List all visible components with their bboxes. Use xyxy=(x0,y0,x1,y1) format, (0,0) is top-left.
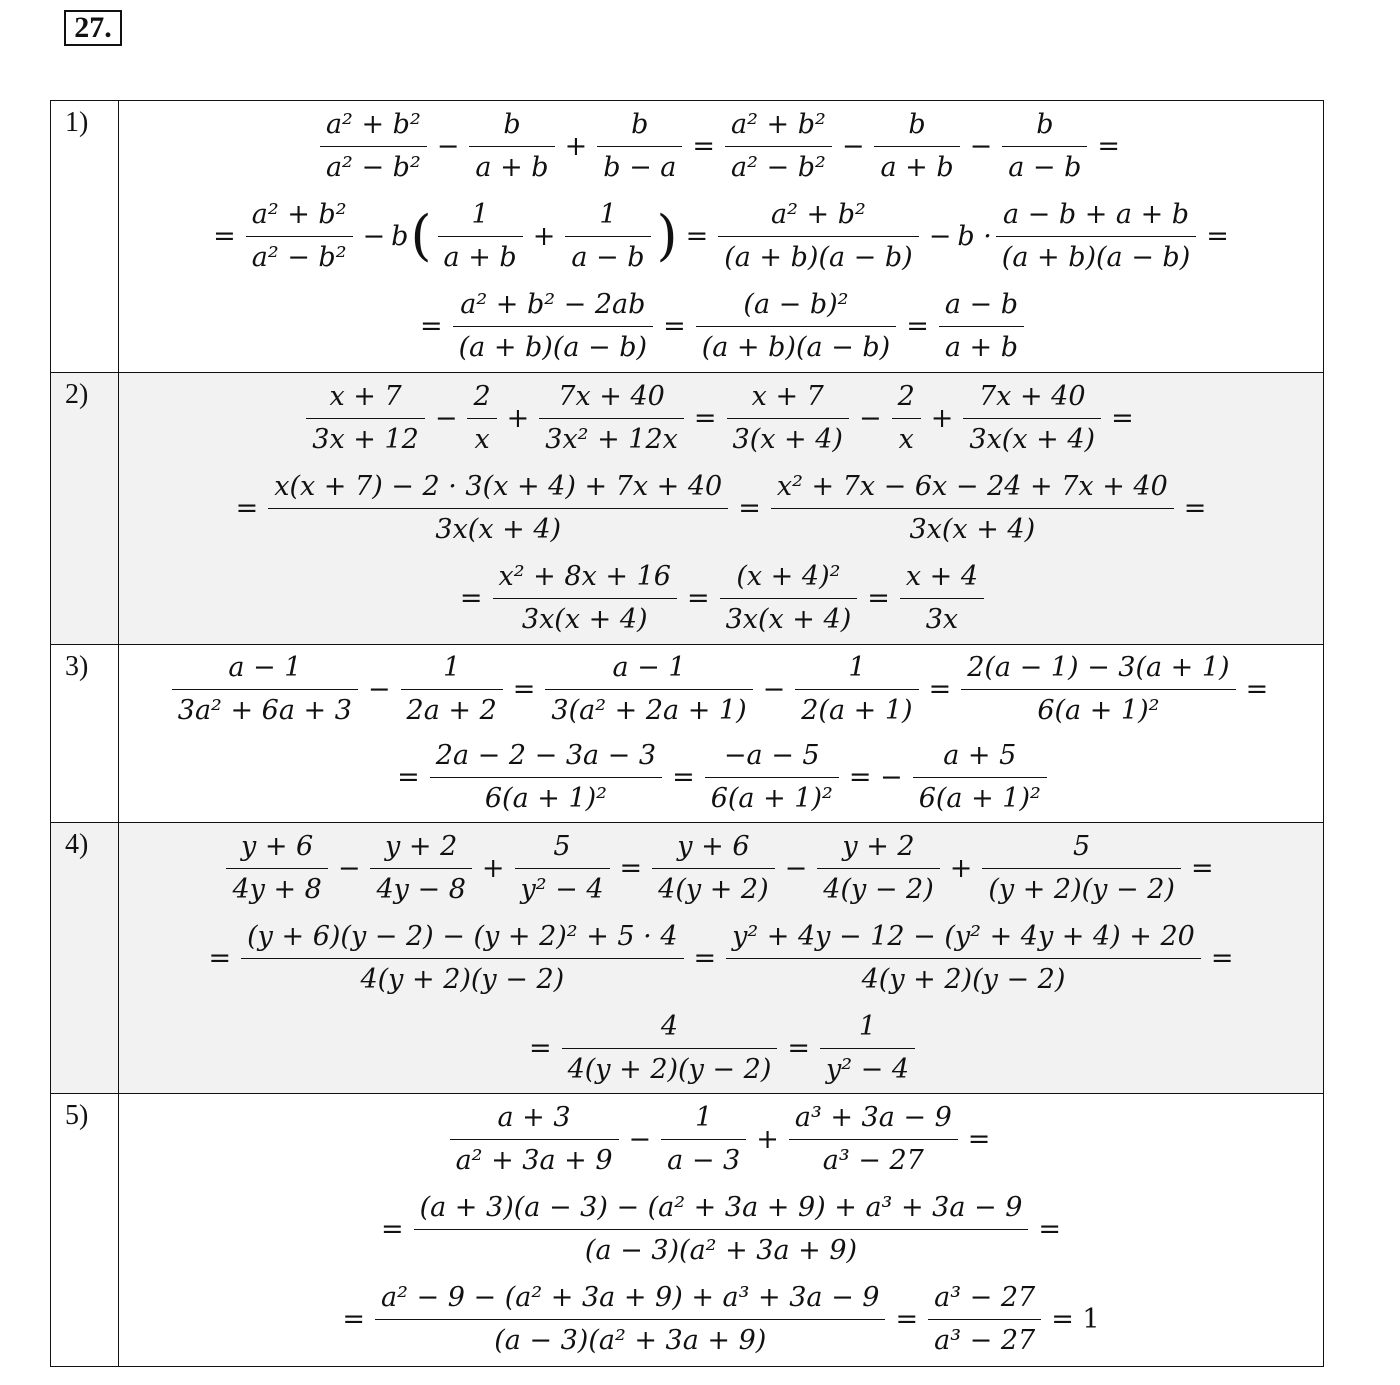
denominator: 3x xyxy=(925,603,959,635)
numerator: b xyxy=(908,108,926,140)
fraction xyxy=(430,738,662,817)
equation-line xyxy=(119,733,1323,821)
numerator: 2(a − 1) − 3(a + 1) xyxy=(967,651,1230,683)
fraction-bar xyxy=(963,418,1101,419)
fraction xyxy=(414,1190,1029,1269)
operator: = xyxy=(686,582,710,614)
denominator: x xyxy=(474,423,490,455)
numerator: y + 6 xyxy=(241,830,314,862)
operator: = xyxy=(693,942,717,974)
fraction xyxy=(1002,107,1087,186)
equation-line xyxy=(119,1274,1323,1364)
numerator: (a − b)² xyxy=(743,288,849,320)
fraction xyxy=(705,738,839,817)
solution-row xyxy=(51,1094,1324,1367)
fraction xyxy=(874,107,959,186)
denominator: 2a + 2 xyxy=(406,694,497,726)
denominator: 4(y + 2) xyxy=(658,873,769,905)
numerator: y + 2 xyxy=(842,830,915,862)
denominator: (a − 3)(a² + 3a + 9) xyxy=(494,1324,767,1356)
fraction xyxy=(996,197,1196,276)
operator: + xyxy=(930,402,954,434)
solution-cell xyxy=(119,823,1324,1094)
operator: = xyxy=(672,761,695,793)
operator: = xyxy=(1245,673,1269,705)
fraction xyxy=(982,829,1181,908)
fraction-bar xyxy=(430,777,662,778)
numerator: a − 1 xyxy=(612,651,686,683)
numerator: a² + b² − 2ab xyxy=(460,288,646,320)
fraction xyxy=(438,197,523,276)
denominator: x xyxy=(898,423,914,455)
row-label: 4) xyxy=(51,823,119,1094)
fraction-bar xyxy=(961,689,1235,690)
denominator: (a + b)(a − b) xyxy=(701,331,891,363)
denominator: 3x(x + 4) xyxy=(435,513,562,545)
operator: = xyxy=(1190,852,1214,884)
row-label: 2) xyxy=(51,373,119,645)
operator: = xyxy=(1038,1213,1062,1245)
numerator: (x + 4)² xyxy=(736,560,841,592)
operator: + xyxy=(506,402,530,434)
numerator: x + 7 xyxy=(751,380,824,412)
numerator: 5 xyxy=(553,830,571,862)
fraction xyxy=(401,650,503,729)
equation-line xyxy=(119,553,1323,643)
operator: = xyxy=(235,492,259,524)
numerator: y² + 4y − 12 − (y² + 4y + 4) + 20 xyxy=(732,920,1195,952)
fraction xyxy=(453,287,653,366)
equation-line xyxy=(119,191,1323,281)
fraction xyxy=(771,469,1174,548)
numerator: b xyxy=(503,108,521,140)
equation-line xyxy=(119,823,1323,913)
fraction-bar xyxy=(720,598,858,599)
numerator: b xyxy=(1036,108,1054,140)
fraction xyxy=(817,829,939,908)
fraction-bar xyxy=(401,689,503,690)
parenthesis: ( xyxy=(410,204,432,267)
equation-line xyxy=(119,1003,1323,1093)
equation-line xyxy=(119,913,1323,1003)
fraction-bar xyxy=(320,146,427,147)
row-label: 5) xyxy=(51,1094,119,1367)
solution-cell xyxy=(119,373,1324,645)
fraction xyxy=(515,829,610,908)
operator: + xyxy=(481,852,505,884)
numerator: 5 xyxy=(1073,830,1091,862)
row-label: 3) xyxy=(51,645,119,823)
operator: = xyxy=(1097,130,1121,162)
numerator: y + 6 xyxy=(677,830,750,862)
fraction xyxy=(727,379,849,458)
solution-cell xyxy=(119,1094,1324,1367)
equation-line xyxy=(119,373,1323,463)
numerator: x(x + 7) − 2 · 3(x + 4) + 7x + 40 xyxy=(274,470,723,502)
equation-line xyxy=(119,1094,1323,1184)
fraction xyxy=(597,107,682,186)
solution-row xyxy=(51,645,1324,823)
fraction xyxy=(726,919,1201,998)
operator: − xyxy=(367,673,391,705)
operator: + xyxy=(532,220,556,252)
fraction-bar xyxy=(268,508,728,509)
operator: − xyxy=(969,130,993,162)
operator: − xyxy=(362,220,386,252)
numerator: b xyxy=(631,108,649,140)
solution-cell xyxy=(119,101,1324,373)
operator: − xyxy=(436,130,460,162)
denominator: a² − b² xyxy=(731,151,826,183)
denominator: 6(a + 1)² xyxy=(918,782,1041,814)
fraction xyxy=(961,650,1235,729)
fraction xyxy=(652,829,774,908)
fraction xyxy=(306,379,425,458)
fraction-bar xyxy=(515,868,610,869)
fraction xyxy=(539,379,684,458)
operator: − xyxy=(928,220,952,252)
numerator: x + 4 xyxy=(905,560,979,592)
numerator: a³ + 3a − 9 xyxy=(794,1101,952,1133)
fraction-bar xyxy=(913,777,1047,778)
fraction xyxy=(789,1100,958,1179)
fraction xyxy=(565,197,650,276)
operator: = xyxy=(693,402,717,434)
denominator: 3a² + 6a + 3 xyxy=(177,694,352,726)
fraction-bar xyxy=(900,598,984,599)
denominator: y² − 4 xyxy=(825,1053,910,1085)
fraction-bar xyxy=(539,418,684,419)
numerator: a + 3 xyxy=(497,1101,571,1133)
denominator: 4y − 8 xyxy=(376,873,466,905)
denominator: 4(y + 2)(y − 2) xyxy=(567,1053,772,1085)
denominator: 4y + 8 xyxy=(232,873,322,905)
fraction-bar xyxy=(820,1048,915,1049)
fraction-bar xyxy=(696,326,896,327)
denominator: 3x(x + 4) xyxy=(521,603,648,635)
operator: − xyxy=(434,402,458,434)
fraction-bar xyxy=(982,868,1181,869)
fraction xyxy=(718,197,918,276)
numerator: a² + b² xyxy=(771,198,866,230)
fraction-bar xyxy=(375,1319,885,1320)
fraction-bar xyxy=(469,146,554,147)
equation-line xyxy=(119,101,1323,191)
denominator: a + b xyxy=(443,241,517,273)
problem-number: 27. xyxy=(64,10,122,46)
fraction-bar xyxy=(562,1048,778,1049)
numerator: 2a − 2 − 3a − 3 xyxy=(435,739,657,771)
fraction-bar xyxy=(226,868,327,869)
fraction xyxy=(226,829,327,908)
fraction-bar xyxy=(172,689,358,690)
operator: = xyxy=(528,1032,552,1064)
solution-row xyxy=(51,101,1324,373)
operator: − xyxy=(628,1123,652,1155)
fraction xyxy=(268,469,728,548)
numerator: 1 xyxy=(471,198,489,230)
operator: = xyxy=(906,310,929,342)
numerator: (a + 3)(a − 3) − (a² + 3a + 9) + a³ + 3a − 9 xyxy=(419,1191,1023,1223)
denominator: a³ − 27 xyxy=(934,1324,1036,1356)
operator: = xyxy=(928,673,952,705)
fraction xyxy=(913,738,1047,817)
operator: = xyxy=(342,1303,366,1335)
term: b xyxy=(391,220,409,252)
fraction-bar xyxy=(246,236,353,237)
numerator: a − b + a + b xyxy=(1002,198,1190,230)
numerator: a − b xyxy=(944,288,1018,320)
denominator: 3x + 12 xyxy=(312,423,419,455)
numerator: a³ − 27 xyxy=(934,1281,1036,1313)
numerator: 1 xyxy=(848,651,866,683)
fraction xyxy=(720,559,858,638)
fraction xyxy=(246,197,353,276)
numerator: a − 1 xyxy=(228,651,302,683)
operator: = xyxy=(397,761,420,793)
fraction-bar xyxy=(789,1139,958,1140)
row-label: 1) xyxy=(51,101,119,373)
fraction xyxy=(172,650,358,729)
operator: − xyxy=(762,673,786,705)
fraction-bar xyxy=(241,958,683,959)
denominator: (a + b)(a − b) xyxy=(1001,241,1191,273)
denominator: a − b xyxy=(571,241,645,273)
denominator: a + b xyxy=(944,331,1018,363)
fraction-bar xyxy=(565,236,650,237)
numerator: −a − 5 xyxy=(723,739,820,771)
denominator: a² + 3a + 9 xyxy=(455,1144,613,1176)
fraction xyxy=(469,107,554,186)
operator: = xyxy=(1206,220,1229,252)
fraction xyxy=(493,559,677,638)
denominator: 3x(x + 4) xyxy=(909,513,1036,545)
equation-line xyxy=(119,645,1323,733)
fraction-bar xyxy=(726,958,1201,959)
numerator: 2 xyxy=(473,380,491,412)
fraction xyxy=(963,379,1101,458)
denominator: 3x(x + 4) xyxy=(969,423,1096,455)
operator: = xyxy=(895,1303,919,1335)
solution-row xyxy=(51,823,1324,1094)
operator: = xyxy=(738,492,761,524)
denominator: 2(a + 1) xyxy=(801,694,913,726)
numerator: 1 xyxy=(599,198,617,230)
fraction-bar xyxy=(771,508,1174,509)
operator: = xyxy=(419,310,443,342)
operator: + xyxy=(949,852,973,884)
fraction-bar xyxy=(652,868,774,869)
operator: + xyxy=(564,130,588,162)
fraction-bar xyxy=(817,868,939,869)
fraction xyxy=(241,919,683,998)
operator: = 1 xyxy=(1051,1303,1100,1335)
operator: − xyxy=(858,402,882,434)
denominator: 3x(x + 4) xyxy=(725,603,852,635)
fraction-bar xyxy=(725,146,832,147)
fraction-bar xyxy=(597,146,682,147)
fraction-bar xyxy=(928,1319,1041,1320)
denominator: y² − 4 xyxy=(520,873,604,905)
operator: = xyxy=(208,942,232,974)
numerator: 7x + 40 xyxy=(978,380,1086,412)
numerator: a² − 9 − (a² + 3a + 9) + a³ + 3a − 9 xyxy=(381,1281,880,1313)
fraction xyxy=(820,1009,915,1088)
numerator: x² + 7x − 6x − 24 + 7x + 40 xyxy=(776,470,1168,502)
denominator: (a − 3)(a² + 3a + 9) xyxy=(584,1234,858,1266)
fraction-bar xyxy=(438,236,523,237)
parenthesis: ) xyxy=(656,204,678,267)
fraction xyxy=(928,1280,1041,1359)
fraction xyxy=(467,379,496,458)
fraction xyxy=(562,1009,778,1088)
operator: = xyxy=(1111,402,1134,434)
fraction-bar xyxy=(414,1229,1029,1230)
numerator: 2 xyxy=(897,380,915,412)
operator: = xyxy=(685,220,709,252)
denominator: 3(x + 4) xyxy=(732,423,843,455)
denominator: (a + b)(a − b) xyxy=(458,331,648,363)
equation-line xyxy=(119,281,1323,371)
fraction-bar xyxy=(727,418,849,419)
denominator: a − 3 xyxy=(667,1144,741,1176)
numerator: x² + 8x + 16 xyxy=(498,560,671,592)
operator: = xyxy=(787,1032,810,1064)
denominator: 3(a² + 2a + 1) xyxy=(551,694,747,726)
denominator: 4(y + 2)(y − 2) xyxy=(360,963,565,995)
fraction-bar xyxy=(370,868,471,869)
numerator: 1 xyxy=(858,1010,877,1042)
operator: − xyxy=(841,130,865,162)
operator: = − xyxy=(848,761,903,793)
fraction xyxy=(795,650,918,729)
denominator: (y + 2)(y − 2) xyxy=(988,873,1175,905)
operator: = xyxy=(1210,942,1234,974)
numerator: 1 xyxy=(695,1101,713,1133)
fraction-bar xyxy=(1002,146,1087,147)
fraction xyxy=(661,1100,746,1179)
numerator: y + 2 xyxy=(385,830,458,862)
denominator: a + b xyxy=(880,151,954,183)
fraction xyxy=(900,559,984,638)
fraction-bar xyxy=(939,326,1024,327)
numerator: a² + b² xyxy=(325,108,421,140)
fraction xyxy=(696,287,896,366)
operator: − xyxy=(337,852,361,884)
fraction xyxy=(545,650,752,729)
fraction xyxy=(375,1280,885,1359)
fraction-bar xyxy=(306,418,425,419)
denominator: (a + b)(a − b) xyxy=(724,241,913,273)
fraction-bar xyxy=(661,1139,746,1140)
solution-table xyxy=(50,100,1324,1367)
denominator: a³ − 27 xyxy=(822,1144,924,1176)
fraction-bar xyxy=(795,689,918,690)
fraction xyxy=(892,379,921,458)
operator: = xyxy=(692,130,715,162)
numerator: a² + b² xyxy=(251,198,347,230)
fraction-bar xyxy=(705,777,839,778)
operator: = xyxy=(663,310,686,342)
operator: = xyxy=(380,1213,404,1245)
fraction-bar xyxy=(892,418,921,419)
fraction-bar xyxy=(453,326,653,327)
fraction-bar xyxy=(545,689,752,690)
fraction xyxy=(939,287,1024,366)
denominator: 6(a + 1)² xyxy=(484,782,607,814)
denominator: a² − b² xyxy=(325,151,421,183)
operator: = xyxy=(967,1123,991,1155)
solution-row xyxy=(51,373,1324,645)
denominator: 6(a + 1)² xyxy=(710,782,833,814)
fraction-bar xyxy=(718,236,918,237)
fraction-bar xyxy=(467,418,496,419)
numerator: 1 xyxy=(443,651,461,683)
fraction-bar xyxy=(450,1139,619,1140)
operator: + xyxy=(756,1123,779,1155)
denominator: 4(y − 2) xyxy=(823,873,934,905)
operator: = xyxy=(459,582,483,614)
numerator: a + 5 xyxy=(943,739,1017,771)
term: b · xyxy=(957,220,992,252)
numerator: (y + 6)(y − 2) − (y + 2)² + 5 · 4 xyxy=(247,920,678,952)
operator: = xyxy=(867,582,890,614)
fraction-bar xyxy=(874,146,959,147)
numerator: 4 xyxy=(660,1010,679,1042)
denominator: 3x² + 12x xyxy=(545,423,678,455)
fraction xyxy=(450,1100,619,1179)
numerator: x + 7 xyxy=(329,380,402,412)
operator: = xyxy=(213,220,236,252)
denominator: a − b xyxy=(1008,151,1082,183)
numerator: a² + b² xyxy=(731,108,826,140)
solution-cell xyxy=(119,645,1324,823)
equation-line xyxy=(119,463,1323,553)
fraction xyxy=(370,829,471,908)
operator: = xyxy=(619,852,643,884)
equation-line xyxy=(119,1184,1323,1274)
fraction xyxy=(320,107,427,186)
denominator: a + b xyxy=(475,151,549,183)
denominator: a² − b² xyxy=(251,241,347,273)
denominator: b − a xyxy=(603,151,677,183)
operator: = xyxy=(512,673,536,705)
denominator: 4(y + 2)(y − 2) xyxy=(861,963,1066,995)
operator: = xyxy=(1183,492,1207,524)
fraction-bar xyxy=(493,598,677,599)
denominator: 6(a + 1)² xyxy=(1037,694,1160,726)
operator: − xyxy=(784,852,808,884)
numerator: 7x + 40 xyxy=(558,380,665,412)
fraction-bar xyxy=(996,236,1196,237)
fraction xyxy=(725,107,832,186)
